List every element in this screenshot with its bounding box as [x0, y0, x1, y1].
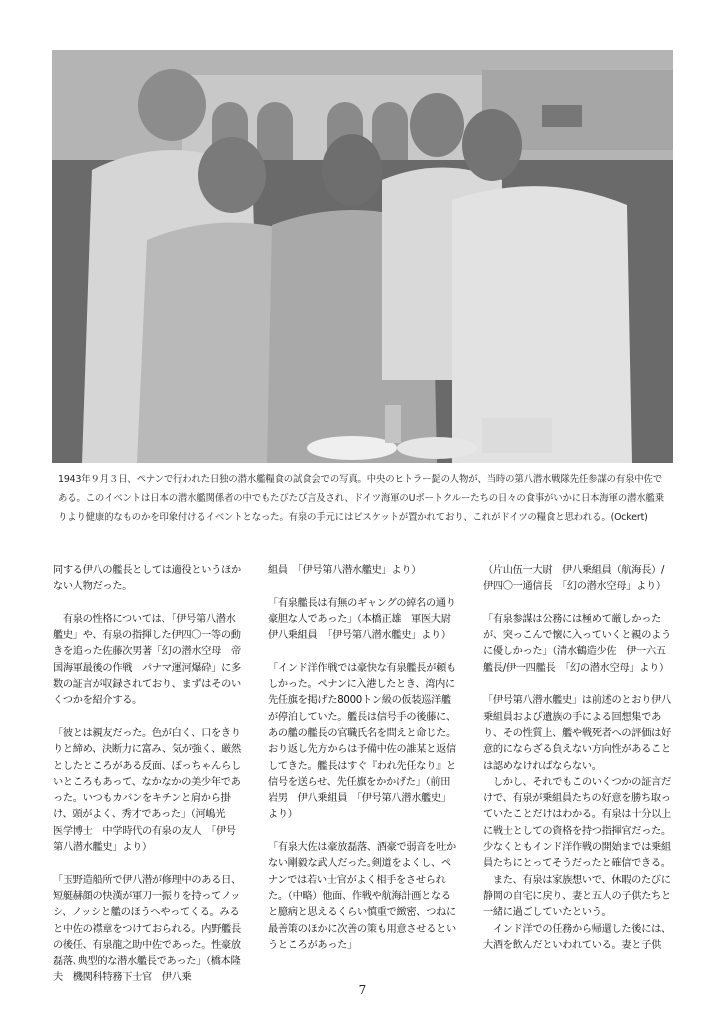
text-column-1: [53, 563, 243, 987]
paragraph: 有泉の性格については､「伊号第八潜水艦史」や、有泉の指揮した伊四〇一等の動きを追った佐藤次男著「幻の潜水空母 帝国海軍最後の作戦 パナマ運河爆砕」に多数の証言が収録されており、まずはそのいくつかを紹介する。: [53, 613, 241, 707]
paragraph: 同する伊八の艦長としては適役というほかない人物だった。: [53, 565, 241, 593]
paragraph: 「有泉艦長は有無のギャングの綽名の通り豪胆な人であった」（本橋正雄 軍医大尉 伊八乗組員 「伊号第八潜水艦史」より）: [268, 597, 461, 642]
paragraph: 「玉野造船所で伊八潜が修理中のある日、短艇赫顔の快漢が軍刀一振りを持ってノッシ、ノッシと艦のほうへやってくる。みると中佐の襟章をつけておられる。内野艦長の後任、有泉龍之助中佐であった。性豪放磊落､典型的な潜水艦長であった」（橋本隆夫 機関科特務下士官 伊八乗: [53, 874, 241, 984]
photo-illustration: [52, 50, 673, 463]
paragraph: 「有泉大佐は豪放磊落、酒豪で弱音を吐かない剛毅な武人だった｡剣道をよくし、ペナンでは若い士官がよく相手をさせられた｡（中略）他面、作戦や航海計画となると臆病と思えるくらい慎重で緻密、つねに最善策のほかに次善の策も用意させるというところがあった」: [268, 842, 456, 951]
page-number: 7: [358, 983, 367, 997]
paragraph: しかし、それでもこのいくつかの証言だけで、有泉が乗組員たちの好意を勝ち取っていたことだけはわかる。有泉は十分以上に戦士としての資格を持つ指揮官だった。少なくともインド洋作戦の開始までは乗組員たちにとってそうだったと確信できる。: [483, 776, 671, 870]
paragraph: （片山伍一大尉 伊八乗組員（航海長）/伊四〇一通信長 「幻の潜水空母」より）: [483, 565, 666, 593]
paragraph: また、有泉は家族想いで、休暇のたびに静岡の自宅に戻り、妻と五人の子供たちと一緒に過ごしていたという。: [483, 874, 671, 919]
paragraph: 「インド洋作戦では豪快な有泉艦長が頼もしかった。ペナンに入港したとき、湾内に先任旗を掲げた8000トン級の仮装巡洋艦が停泊していた。艦長は信号手の後藤に、あの艦の艦長の官職氏名を問えと命じた。おり返し先方からは予備中佐の誰某と返信してきた。艦長はすぐ『われ先任なり』と信号を送らせ、先任旗をかかげた」（前田岩男 伊八乗組員 「伊号第八潜水艦史」より）: [268, 662, 456, 821]
text-column-3: [483, 563, 673, 954]
photo-caption: 1943年９月３日、ペナンで行われた日独の潜水艦糧食の試食会での写真。中央のヒトラー髭の人物が、当時の第八潜水戦隊先任参謀の有泉中佐である。このイベントは日本の潜水艦関係者の中でもたびたび言及され、ドイツ海軍のUボートクルーたちの日々の食事がいかに日本海軍の潜水艦乗りより健康的なものかを印象付けるイベントとなった。有泉の手元にはビスケットが置かれており、これがドイツの糧食と思われる。(Ockert): [58, 474, 664, 523]
paragraph: 「伊号第八潜水艦史」は前述のとおり伊八乗組員および遺族の手による回想集であり、その性質上、艦や戦死者への評価は好意的にならざる負えない方向性があることは認めなければならない。: [483, 695, 671, 772]
paragraph: 「彼とは親友だった。色が白く、口をきりりと締め、決断力に富み、気が強く、厳然としたところがある反面、ぼっちゃんらしいところもあって、なかなかの美少年であった。いつもカバンをキチンと肩から掛け、頭がよく、秀才であった」（河嶋光 医学博士 中学時代の有泉の友人 「伊号第八潜水艦史」より）: [53, 727, 241, 854]
paragraph: インド洋での任務から帰還した後には、大酒を飲んだといわれている。妻と子供: [483, 923, 671, 951]
paragraph: 組員 「伊号第八潜水艦史」より）: [268, 565, 422, 576]
paragraph: 「有泉参謀は公務には極めて厳しかったが、突っこんで懐に入っていくと親のように優しかった」（清水鶴造少佐 伊一六五艦長/伊一四艦長 「幻の潜水空母」より）: [483, 613, 671, 674]
text-column-2: [268, 563, 461, 954]
photograph: [52, 50, 673, 463]
